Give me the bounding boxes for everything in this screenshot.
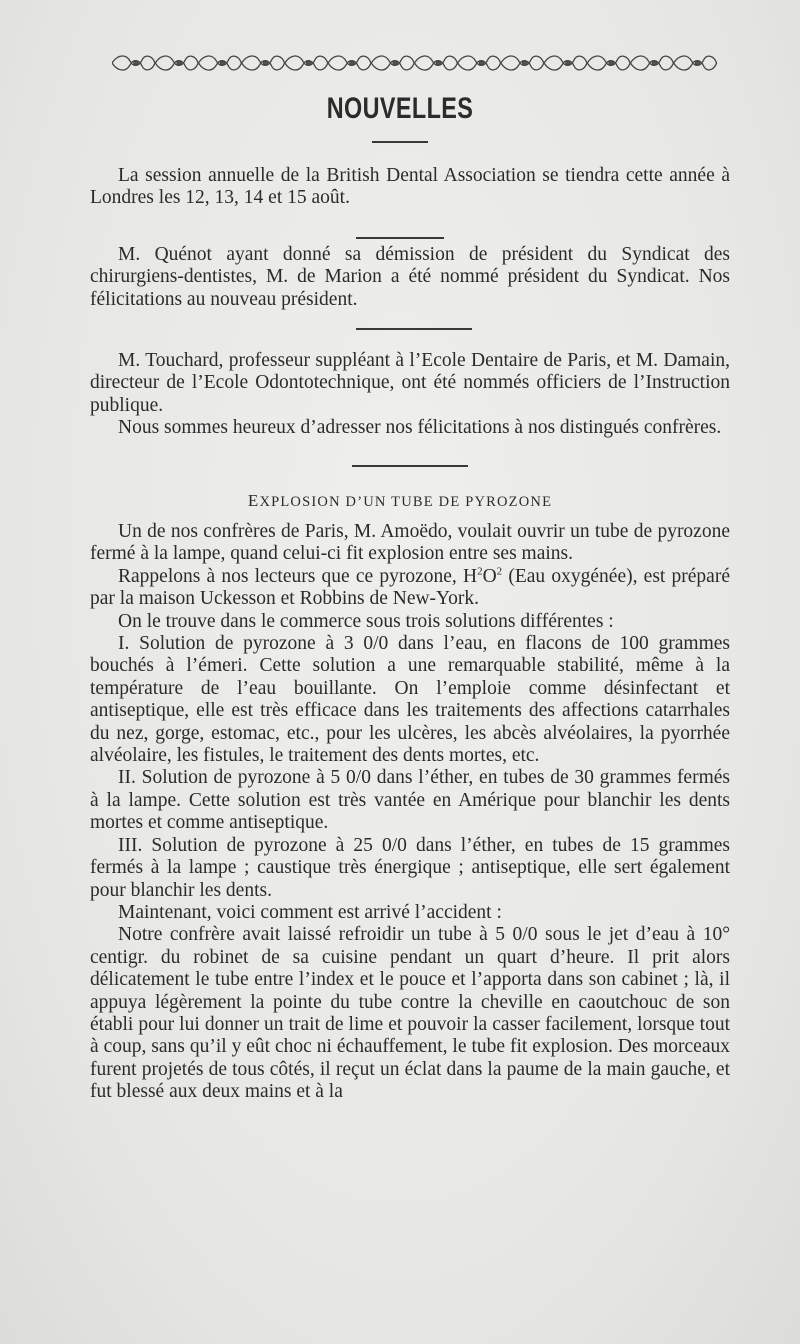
news-paragraph: M. Touchard, professeur suppléant à l’Ecole Dentaire de Paris, et M. Damain, directeur de l’Ecole Odontotechnique, ont été nommés officiers de l’Instruction publique.: [90, 350, 730, 416]
article-paragraph: Un de nos confrères de Paris, M. Amoëdo, voulait ouvrir un tube de pyrozone fermé à la lampe, quand celui-ci fit explosion entre ses mains.: [90, 521, 730, 565]
superscript: 2: [496, 565, 503, 578]
article-paragraph: III. Solution de pyrozone à 25 0/0 dans l’éther, en tubes de 15 grammes fermés à la lampe ; caustique très énergique ; antiseptique, elle sert également pour blanchir les dents.: [90, 834, 730, 901]
article-paragraph: II. Solution de pyrozone à 5 0/0 dans l’éther, en tubes de 30 grammes fermés à la lampe. Cette solution est très vantée en Amérique pour blanchir les dents mortes et comme antiseptique.: [90, 767, 730, 834]
separator-rule: [356, 328, 472, 330]
news-item-2: [90, 244, 730, 311]
article-paragraph: On le trouve dans le commerce sous trois solutions différentes :: [118, 610, 614, 632]
news-paragraph: Nous sommes heureux d’adresser nos félicitations à nos distingués confrères.: [118, 417, 722, 439]
news-paragraph: M. Quénot ayant donné sa démission de président du Syndicat des chirurgiens-dentistes, M. de Marion a été nommé président du Syndicat. Nos félicitations au nouveau président.: [90, 244, 730, 310]
news-paragraph: La session annuelle de la British Dental Association se tiendra cette année à Londres les 12, 13, 14 et 15 août.: [90, 165, 730, 209]
text-run: (Eau oxygénée), est préparé par la maison Uckesson et Robbins de New-York.: [90, 565, 730, 610]
title-rule: [372, 141, 428, 143]
page-title: NOUVELLES: [326, 92, 474, 125]
article-paragraph: I. Solution de pyrozone à 3 0/0 dans l’eau, en flacons de 100 grammes bouchés à l’émeri. Cette solution a une remarquable stabilité, même à la température de l’eau bouillante. On l’emploie comme désinfectant et antiseptique, elle est très efficace dans les traitements des affections catarrhales du nez, gorge, estomac, etc., pour les ulcères, les abcès alvéolaires, la pyorrhée alvéolaire, les fistules, le traitement des dents mortes, etc.: [90, 633, 730, 767]
text-run: Rappelons à nos lecteurs que ce pyrozone, H: [118, 565, 478, 587]
separator-rule: [352, 465, 468, 467]
news-item-3: [90, 350, 730, 440]
section-heading: [0, 491, 800, 511]
heading-rest: XPLOSION D’UN TUBE DE PYROZONE: [259, 494, 553, 510]
heading-initial: E: [247, 491, 260, 510]
article-paragraph: Notre confrère avait laissé refroidir un tube à 5 0/0 sous le jet d’eau à 10° centigr. du robinet de sa cuisine pendant un quart d’heure. Il prit alors délicatement le tube entre l’index et le pouce et l’apporta dans son cabinet ; là, il appuya légèrement la pointe du tube contre la cheville en caoutchouc de son établi pour lui donner un trait de lime et pouvoir la casser facilement, lorsque tout à coup, sans qu’il y eût choc ni échauffement, le tube fit explosion. Des morceaux furent projetés de tous côtés, il reçut un éclat dans la paume de la main gauche, et fut blessé aux deux mains et à la: [90, 924, 730, 1103]
superscript: 2: [477, 565, 483, 578]
article-paragraph: [90, 566, 730, 611]
article-body: [90, 521, 730, 1104]
news-item-1: [90, 165, 730, 210]
separator-rule: [356, 237, 444, 239]
text-run: O: [482, 565, 497, 587]
article-paragraph: Maintenant, voici comment est arrivé l’accident :: [118, 901, 502, 923]
ornamental-border: [112, 52, 720, 74]
